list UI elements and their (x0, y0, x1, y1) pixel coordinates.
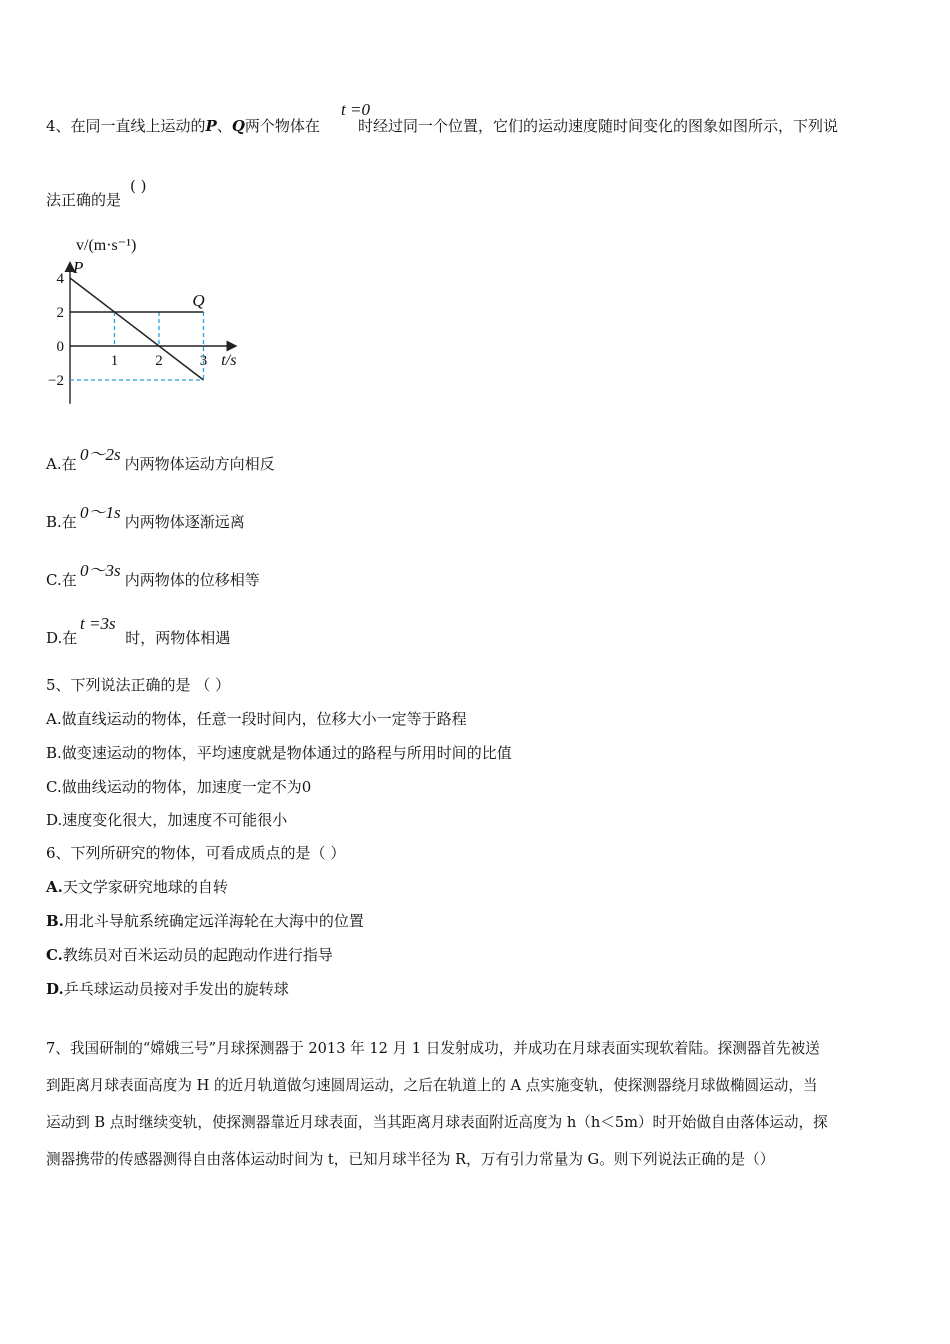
q4-option-c-text: 内两物体的位移相等 (124, 571, 260, 589)
q4-q: Q (231, 117, 245, 135)
q6-option-c (46, 945, 333, 965)
q4-option-b-text: 内两物体逐渐远离 (124, 513, 245, 531)
q7-line-3: 运动到 B 点时继续变轨，使探测器靠近月球表面，当其距离月球表面附近高度为 h（h＜5m）时开始做自由落体运动，探 (46, 1114, 828, 1131)
q7-line-1: 7、我国研制的“嫦娥三号”月球探测器于 2013 年 12 月 1 日发射成功，并成功在月球表面实现软着陆。探测器首先被送 (46, 1040, 820, 1057)
q5-stem: 5、下列说法正确的是 （ ） (46, 676, 231, 694)
q4-option-a-letter: A.在 (46, 455, 77, 473)
q4-paren: ( ) (130, 177, 147, 195)
q6-option-c-text: 教练员对百米运动员的起跑动作进行指导 (62, 946, 333, 964)
q4-option-a-text: 内两物体运动方向相反 (124, 455, 275, 473)
velocity-time-chart (40, 232, 260, 412)
q5-option-d: D.速度变化很大，加速度不可能很小 (46, 811, 288, 829)
q4-t0: t =0 (341, 100, 370, 119)
q5-option-b: B.做变速运动的物体，平均速度就是物体通过的路程与所用时间的比值 (46, 744, 512, 762)
q6-option-d-letter: D. (46, 980, 64, 998)
q6-option-a (46, 877, 228, 897)
q4-option-b-letter: B.在 (46, 513, 77, 531)
q4-line2: 法正确的是 (46, 191, 122, 209)
q6-option-a-letter: A. (46, 878, 63, 896)
q4-option-c-math: 0～3s (80, 561, 121, 580)
q4-option-d-text: 时，两物体相遇 (125, 629, 231, 647)
q4-option-c (46, 570, 260, 590)
q4-sep: 、 (216, 117, 232, 135)
q4-mid: 两个物体在 (244, 117, 320, 135)
y-tick-label: −2 (48, 373, 64, 389)
y-axis-label: v/(m·s⁻¹) (76, 237, 137, 254)
q4-option-d-letter: D.在 (46, 629, 78, 647)
q6-option-b-text: 用北斗导航系统确定远洋海轮在大海中的位置 (63, 912, 364, 930)
y-tick-label: 2 (56, 305, 64, 321)
x-tick-label: 1 (110, 353, 119, 369)
q4-option-b (46, 512, 245, 532)
y-tick-label: 0 (56, 339, 64, 355)
series-label-q: Q (192, 291, 205, 310)
q7-line-4: 测器携带的传感器测得自由落体运动时间为 t，已知月球半径为 R，万有引力常量为 G。则下列说法正确的是（） (46, 1151, 775, 1168)
q6-option-d-text: 乒乓球运动员接对手发出的旋转球 (63, 980, 289, 998)
x-tick-label: 3 (199, 353, 208, 369)
y-tick-label: 4 (56, 271, 64, 287)
q5-option-a: A.做直线运动的物体，任意一段时间内，位移大小一定等于路程 (46, 710, 467, 728)
series-line-p (70, 278, 204, 380)
q4-prefix: 4、在同一直线上运动的 (46, 117, 206, 135)
q6-stem: 6、下列所研究的物体，可看成质点的是（ ） (46, 844, 346, 862)
series-label-p: P (73, 257, 84, 277)
q5-option-c: C.做曲线运动的物体，加速度一定不为0 (46, 778, 312, 796)
q4-stem-line1 (46, 116, 838, 136)
q4-option-a-math: 0～2s (80, 445, 121, 464)
x-tick-label: 2 (155, 353, 163, 369)
q6-option-a-text: 天文学家研究地球的自转 (62, 878, 228, 896)
q6-option-d (46, 979, 289, 999)
q4-option-d-math: t =3s (80, 614, 116, 633)
q6-option-b-letter: B. (46, 912, 64, 930)
q6-option-c-letter: C. (46, 946, 63, 964)
q7-line-2: 到距离月球表面高度为 H 的近月轨道做匀速圆周运动，之后在轨道上的 A 点实施变轨，使探测器绕月球做椭圆运动，当 (46, 1077, 818, 1094)
q4-suffix: 时经过同一个位置，它们的运动速度随时间变化的图象如图所示，下列说 (357, 117, 838, 135)
q4-option-d (46, 628, 230, 648)
x-axis-label: t/s (221, 352, 237, 369)
q4-option-c-letter: C.在 (46, 571, 77, 589)
q6-option-b (46, 911, 364, 931)
q4-p: P (205, 117, 217, 135)
q4-option-b-math: 0～1s (80, 503, 121, 522)
q4-stem-line2 (46, 190, 121, 210)
